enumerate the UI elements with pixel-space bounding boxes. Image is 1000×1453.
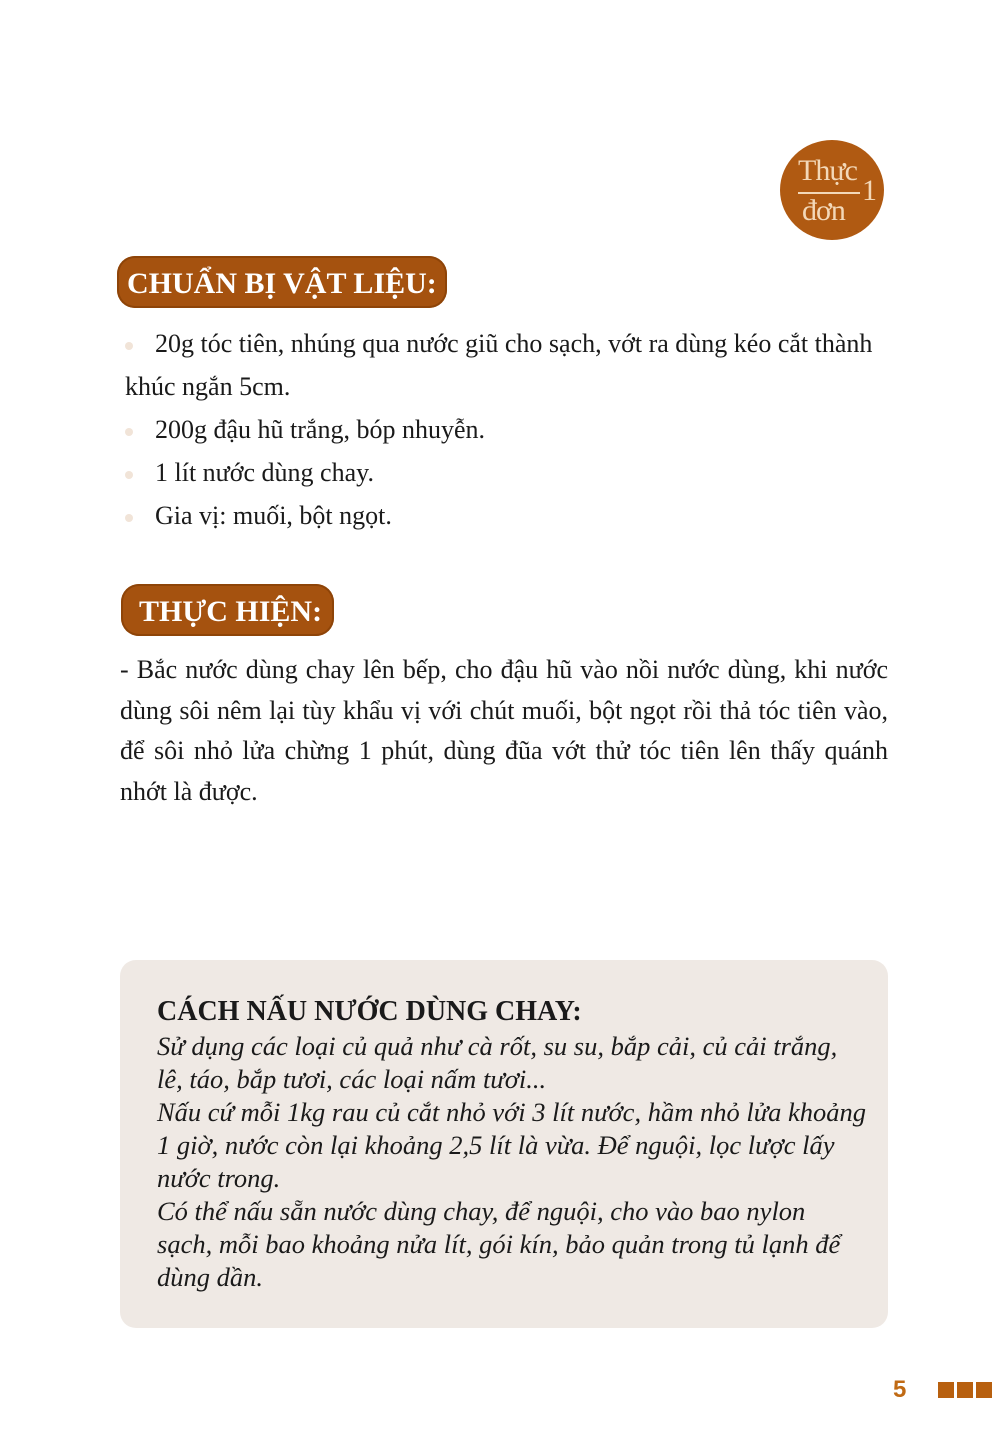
badge-line2: đơn: [802, 194, 845, 227]
ingredients-list: [125, 322, 895, 537]
item-text: Gia vị: muối, bột ngọt.: [155, 501, 392, 530]
note-box: [120, 960, 888, 1328]
ingredients-heading: CHUẨN BỊ VẬT LIỆU:: [117, 256, 447, 308]
list-item: [125, 451, 895, 494]
decor-square: [957, 1382, 973, 1398]
decor-square: [976, 1382, 992, 1398]
bullet-icon: [125, 428, 133, 436]
badge-number: 1: [862, 174, 877, 207]
note-line: Nấu cứ mỗi 1kg rau củ cắt nhỏ với 3 lít nước, hầm nhỏ lửa khoảng 1 giờ, nước còn lại khoảng 2,5 lít là vừa. Để nguội, lọc lược lấy nước trong.: [157, 1097, 867, 1193]
method-text: - Bắc nước dùng chay lên bếp, cho đậu hũ vào nồi nước dùng, khi nước dùng sôi nêm lại tùy khẩu vị với chút muối, bột ngọt rồi thả tóc tiên vào, để sôi nhỏ lửa chừng 1 phút, dùng đũa vớt thử tóc tiên lên thấy quánh nhớt là được.: [120, 655, 888, 806]
list-item: [125, 494, 895, 537]
note-title: CÁCH NẤU NƯỚC DÙNG CHAY:: [157, 996, 582, 1027]
menu-badge: [780, 140, 884, 240]
method-heading: THỰC HIỆN:: [121, 584, 334, 636]
note-line: Có thể nấu sẵn nước dùng chay, để nguội, cho vào bao nylon sạch, mỗi bao khoảng nửa lít, gói kín, bảo quản trong tủ lạnh để dùng dần.: [157, 1196, 841, 1292]
item-text: 20g tóc tiên, nhúng qua nước giũ cho sạch, vớt ra dùng kéo cắt thành khúc ngắn 5cm.: [125, 329, 873, 401]
note-body: [157, 1030, 867, 1294]
decor-square: [938, 1382, 954, 1398]
item-text: 200g đậu hũ trắng, bóp nhuyễn.: [155, 415, 486, 444]
bullet-icon: [125, 471, 133, 479]
note-line: Sử dụng các loại củ quả như cà rốt, su su, bắp cải, củ cải trắng, lê, táo, bắp tươi, các loại nấm tươi...: [157, 1031, 838, 1094]
badge-line1: Thực: [798, 154, 857, 187]
list-item: [125, 322, 895, 408]
page-number: 5: [893, 1376, 907, 1403]
bullet-icon: [125, 514, 133, 522]
list-item: [125, 408, 895, 451]
bullet-icon: [125, 342, 133, 350]
item-text: 1 lít nước dùng chay.: [155, 458, 374, 487]
